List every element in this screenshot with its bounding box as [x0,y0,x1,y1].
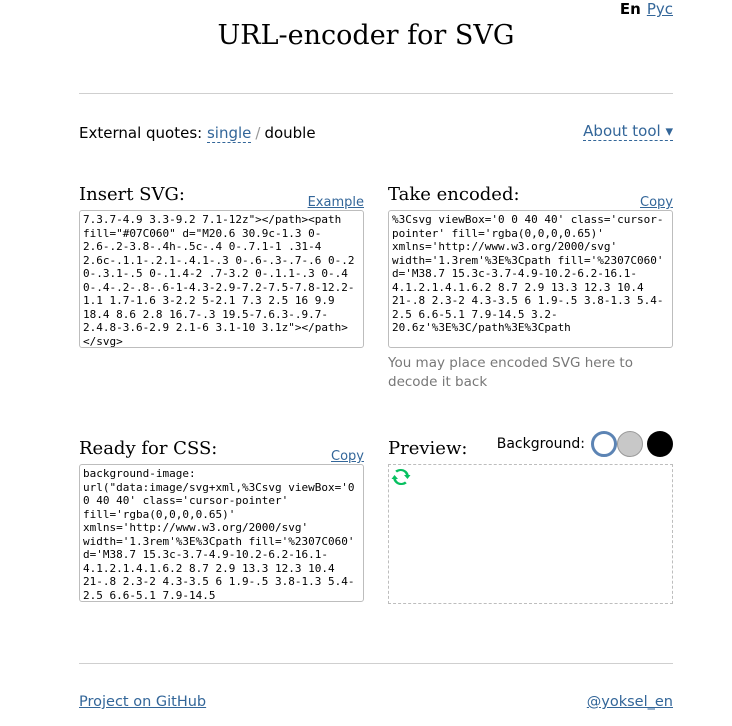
about-tool-toggle[interactable] [583,122,673,140]
author-link[interactable]: @yoksel_en [586,694,673,710]
quotes-single-link[interactable]: single [206,124,252,142]
copy-encoded-link[interactable]: Copy [640,195,673,210]
background-label: Background: [496,436,585,452]
about-tool-link[interactable]: About tool ▾ [583,122,673,140]
quotes-label: External quotes: [79,124,203,142]
css-textarea[interactable] [79,464,364,602]
take-encoded-panel [388,184,673,392]
background-black-swatch[interactable] [647,431,673,457]
external-quotes-control [79,124,316,142]
preview-title: Preview: [388,438,468,459]
ready-for-css-title: Ready for CSS: [79,438,218,459]
bottom-divider [79,663,673,664]
language-switcher [620,0,673,18]
insert-svg-panel [79,184,364,348]
background-white-swatch[interactable] [591,431,617,457]
quotes-separator: / [255,124,261,142]
copy-css-link[interactable]: Copy [331,449,364,464]
lang-current: En [619,0,641,18]
github-link[interactable]: Project on GitHub [79,694,207,710]
lang-ru-link[interactable]: Рус [646,0,673,18]
encoded-textarea[interactable] [388,210,673,348]
example-link[interactable]: Example [307,195,364,210]
quotes-double-selected[interactable]: double [264,124,316,142]
insert-svg-title: Insert SVG: [79,184,185,205]
refresh-arrows-icon [391,467,411,491]
decode-hint: You may place encoded SVG here to decode it back [388,355,633,390]
top-divider [79,93,673,94]
background-grey-swatch[interactable] [617,431,643,457]
page-title: URL-encoder for SVG [217,20,515,51]
preview-area [388,464,673,604]
insert-svg-textarea[interactable] [79,210,364,348]
preview-panel [388,438,673,604]
take-encoded-title: Take encoded: [388,184,520,205]
ready-for-css-panel [79,438,364,602]
